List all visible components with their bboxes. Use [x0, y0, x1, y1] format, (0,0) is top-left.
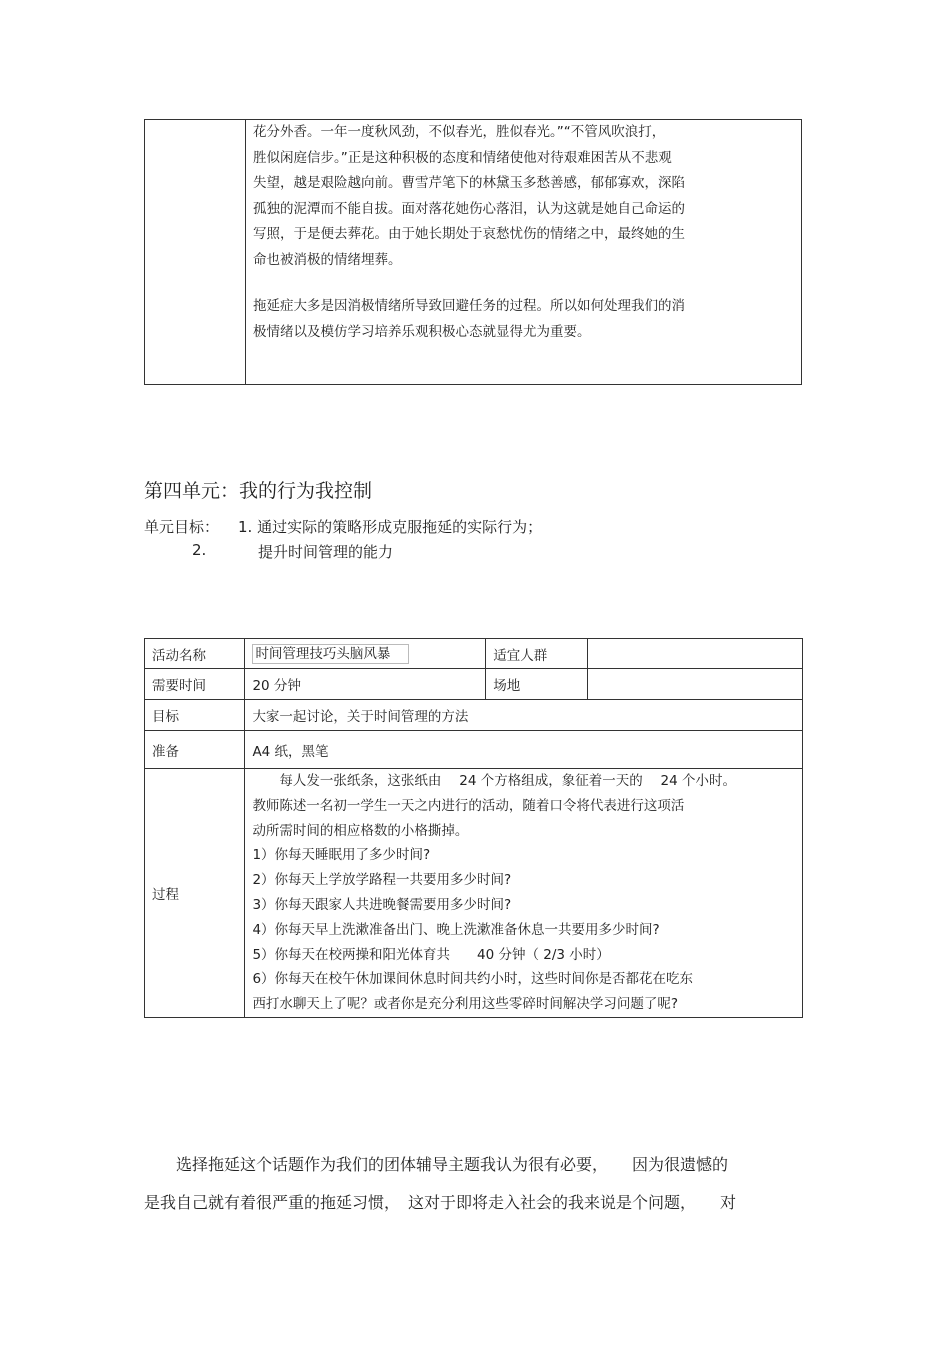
goal-label: 单元目标： — [144, 518, 220, 536]
process-line: 3）你每天跟家人共进晚餐需要用多少时间? — [252, 897, 512, 913]
goal-1-text: 1. 通过实际的策略形成克服拖延的实际行为； — [238, 518, 543, 536]
process-line: 西打水聊天上了呢？或者你是充分利用这些零碎时间解决学习问题了呢? — [252, 996, 679, 1013]
time-label: 需要时间 — [145, 669, 245, 700]
process-line: 动所需时间的相应格数的小格撕掉。 — [252, 822, 469, 839]
unit-goal-1 — [144, 516, 542, 537]
table-row — [145, 700, 803, 731]
audience-value — [588, 639, 803, 669]
table-row — [145, 669, 803, 700]
goal-label: 目标 — [145, 700, 245, 731]
process-line: 5）你每天在校两操和阳光体育共 40 分钟（ 2/3 小时） — [252, 946, 610, 963]
text-line: 命也被消极的情绪埋葬。 — [253, 251, 402, 268]
continued-table — [144, 119, 802, 385]
process-line: 6）你每天在校午休加课间休息时间共约小时，这些时间你是否都花在吃东 — [252, 971, 694, 988]
goal-2-number: 2. — [192, 541, 207, 559]
table-row — [145, 731, 803, 769]
closing-line-2: 是我自己就有着很严重的拖延习惯， 这对于即将走入社会的我来说是个问题， 对 — [144, 1193, 737, 1212]
activity-name-value: 时间管理技巧头脑风暴 — [252, 644, 409, 664]
continued-text — [253, 120, 793, 345]
activity-name-label: 活动名称 — [145, 639, 245, 669]
venue-label: 场地 — [486, 669, 588, 700]
table-row — [145, 639, 803, 669]
process-line: 1）你每天睡眠用了多少时间? — [252, 847, 431, 864]
goal-value: 大家一起讨论，关于时间管理的方法 — [245, 700, 803, 731]
table-row — [145, 769, 803, 1018]
unit-heading: 第四单元：我的行为我控制 — [144, 480, 373, 502]
process-value — [245, 769, 803, 1018]
venue-value — [588, 669, 803, 700]
activity-name-cell — [245, 639, 486, 669]
time-value: 20 分钟 — [245, 669, 486, 700]
process-label: 过程 — [145, 769, 245, 1018]
process-line: 每人发一张纸条，这张纸由 24 个方格组成，象征着一天的 24 个小时。 — [252, 773, 736, 790]
text-line: 花分外香。一年一度秋风劲，不似春光，胜似春光。”“不管风吹浪打， — [253, 124, 666, 140]
closing-line-1: 选择拖延这个话题作为我们的团体辅导主题我认为很有必要， 因为很遗憾的 — [144, 1155, 729, 1174]
text-line: 胜似闲庭信步。”正是这种积极的态度和情绪使他对待艰难困苦从不悲观 — [253, 149, 672, 166]
prep-label: 准备 — [145, 731, 245, 769]
text-line: 失望，越是艰险越向前。曹雪芹笔下的林黛玉多愁善感，郁郁寡欢，深陷 — [253, 175, 685, 191]
process-line: 4）你每天早上洗漱准备出门、晚上洗漱准备休息一共要用多少时间? — [252, 921, 660, 938]
table-divider — [245, 120, 246, 384]
activity-table — [144, 638, 803, 1018]
text-line: 写照，于是便去葬花。由于她长期处于哀愁忧伤的情绪之中，最终她的生 — [253, 226, 685, 242]
prep-value: A4 纸，黑笔 — [245, 731, 803, 769]
text-line: 极情绪以及模仿学习培养乐观积极心态就显得尤为重要。 — [253, 323, 591, 340]
audience-label: 适宜人群 — [486, 639, 588, 669]
process-line: 教师陈述一名初一学生一天之内进行的活动，随着口令将代表进行这项活 — [252, 797, 685, 814]
text-line: 拖延症大多是因消极情绪所导致回避任务的过程。所以如何处理我们的消 — [253, 298, 685, 314]
text-line: 孤独的泥潭而不能自拔。面对落花她伤心落泪，认为这就是她自己命运的 — [253, 200, 685, 217]
process-line: 2）你每天上学放学路程一共要用多少时间? — [252, 872, 512, 889]
goal-2-text: 提升时间管理的能力 — [258, 543, 394, 561]
